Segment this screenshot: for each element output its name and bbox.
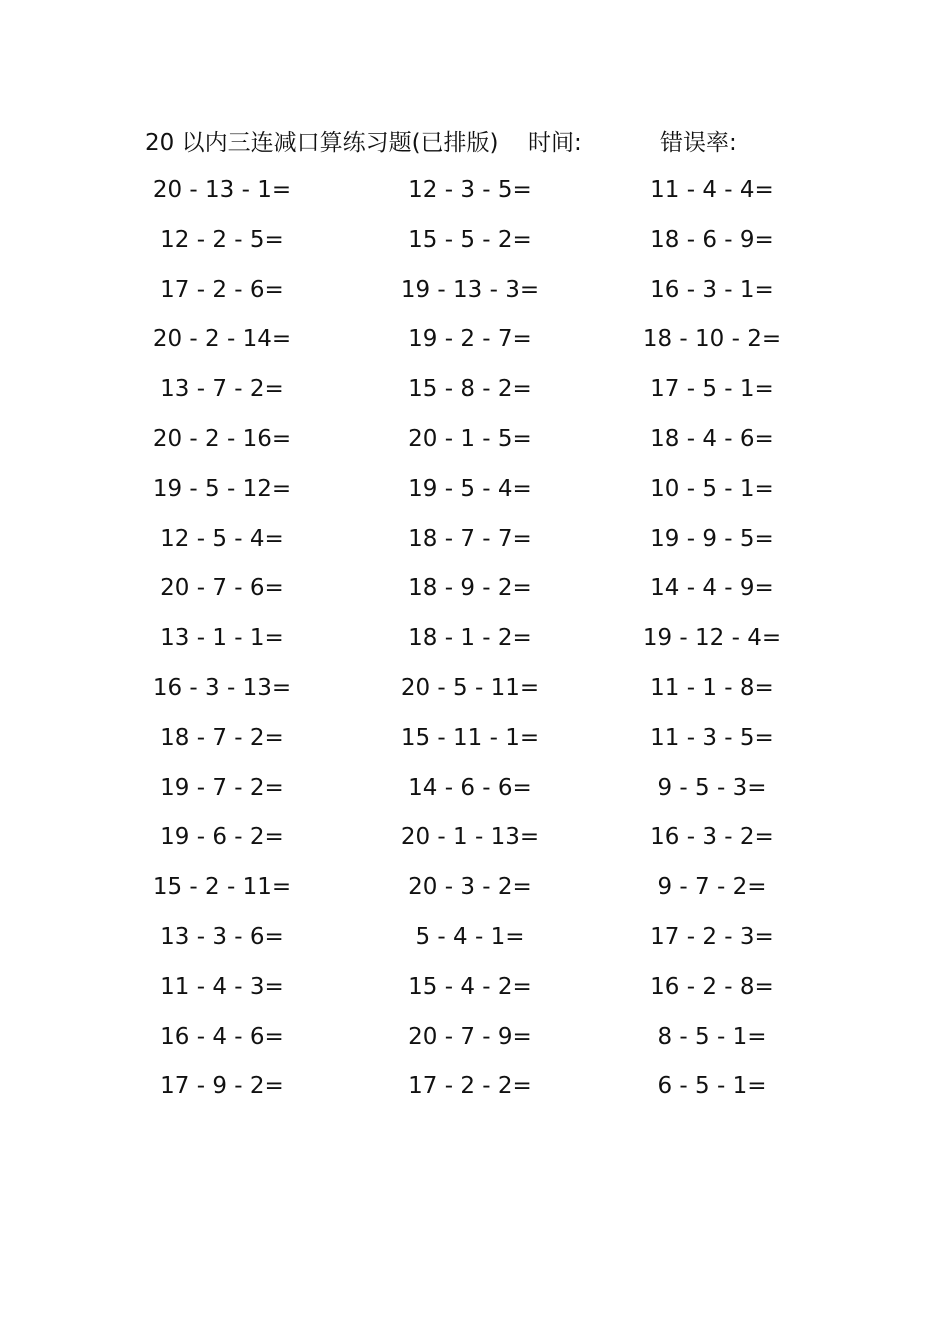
math-problem: 17 - 5 - 1= [650, 376, 774, 403]
math-problem: 9 - 7 - 2= [657, 874, 767, 901]
math-problem: 16 - 3 - 13= [152, 674, 292, 701]
math-problem: 18 - 6 - 9= [650, 226, 774, 253]
math-problem: 15 - 2 - 11= [152, 874, 292, 901]
math-problem: 10 - 5 - 1= [650, 475, 774, 502]
math-problem: 18 - 9 - 2= [408, 575, 532, 602]
math-problem: 6 - 5 - 1= [657, 1073, 767, 1100]
math-problem: 19 - 5 - 12= [152, 475, 292, 502]
math-problem: 5 - 4 - 1= [415, 923, 525, 950]
worksheet-header [0, 124, 950, 164]
problem-row [0, 1062, 950, 1112]
problem-row [0, 863, 950, 913]
problem-row [0, 813, 950, 863]
math-problem: 19 - 12 - 4= [642, 625, 782, 652]
problem-row [0, 764, 950, 814]
math-problem: 15 - 8 - 2= [408, 376, 532, 403]
math-problem: 19 - 5 - 4= [408, 475, 532, 502]
problem-row [0, 266, 950, 316]
math-problem: 19 - 9 - 5= [650, 525, 774, 552]
problem-row [0, 315, 950, 365]
math-problem: 19 - 13 - 3= [400, 276, 540, 303]
problem-row [0, 913, 950, 963]
math-problem: 18 - 10 - 2= [642, 326, 782, 353]
math-problem: 13 - 7 - 2= [160, 376, 284, 403]
math-problem: 18 - 7 - 2= [160, 724, 284, 751]
problem-row [0, 515, 950, 565]
math-problem: 20 - 7 - 9= [408, 1023, 532, 1050]
math-problem: 17 - 2 - 3= [650, 923, 774, 950]
math-problem: 12 - 2 - 5= [160, 226, 284, 253]
math-problem: 13 - 1 - 1= [160, 625, 284, 652]
math-problem: 18 - 7 - 7= [408, 525, 532, 552]
math-problem: 11 - 4 - 3= [160, 973, 284, 1000]
math-problem: 16 - 3 - 1= [650, 276, 774, 303]
math-problem: 20 - 2 - 14= [152, 326, 292, 353]
problem-row [0, 465, 950, 515]
math-problem: 19 - 2 - 7= [408, 326, 532, 353]
math-problem: 16 - 3 - 2= [650, 824, 774, 851]
math-problem: 20 - 1 - 13= [400, 824, 540, 851]
problem-row [0, 415, 950, 465]
math-problem: 8 - 5 - 1= [657, 1023, 767, 1050]
math-problem: 9 - 5 - 3= [657, 774, 767, 801]
math-problem: 15 - 4 - 2= [408, 973, 532, 1000]
problem-row [0, 664, 950, 714]
math-problem: 11 - 1 - 8= [650, 674, 774, 701]
problem-row [0, 166, 950, 216]
math-problem: 17 - 2 - 6= [160, 276, 284, 303]
math-problem: 20 - 7 - 6= [160, 575, 284, 602]
math-problem: 18 - 1 - 2= [408, 625, 532, 652]
error-rate-label: 错误率: [660, 130, 737, 156]
problem-row [0, 1013, 950, 1063]
math-problem: 19 - 6 - 2= [160, 824, 284, 851]
math-problem: 16 - 4 - 6= [160, 1023, 284, 1050]
math-problem: 20 - 2 - 16= [152, 425, 292, 452]
math-problem: 20 - 13 - 1= [152, 177, 292, 203]
math-problem: 17 - 9 - 2= [160, 1073, 284, 1100]
math-problem: 16 - 2 - 8= [650, 973, 774, 1000]
problem-row [0, 365, 950, 415]
math-problem: 20 - 1 - 5= [408, 425, 532, 452]
problem-row [0, 216, 950, 266]
math-problem: 17 - 2 - 2= [408, 1073, 532, 1100]
page-title: 20 以内三连减口算练习题(已排版) [145, 130, 499, 156]
problem-row [0, 614, 950, 664]
math-problem: 12 - 5 - 4= [160, 525, 284, 552]
math-problem: 15 - 11 - 1= [400, 724, 540, 751]
math-problem: 18 - 4 - 6= [650, 425, 774, 452]
math-problem: 15 - 5 - 2= [408, 226, 532, 253]
math-problem: 11 - 3 - 5= [650, 724, 774, 751]
math-problem: 12 - 3 - 5= [408, 177, 532, 203]
math-problem: 14 - 6 - 6= [408, 774, 532, 801]
math-problem: 20 - 3 - 2= [408, 874, 532, 901]
problem-row [0, 963, 950, 1013]
problem-grid [0, 166, 950, 1112]
problem-row [0, 714, 950, 764]
problem-row [0, 564, 950, 614]
math-problem: 14 - 4 - 9= [650, 575, 774, 602]
math-problem: 11 - 4 - 4= [650, 177, 774, 203]
time-label: 时间: [528, 130, 582, 156]
math-problem: 13 - 3 - 6= [160, 923, 284, 950]
math-problem: 19 - 7 - 2= [160, 774, 284, 801]
math-problem: 20 - 5 - 11= [400, 674, 540, 701]
